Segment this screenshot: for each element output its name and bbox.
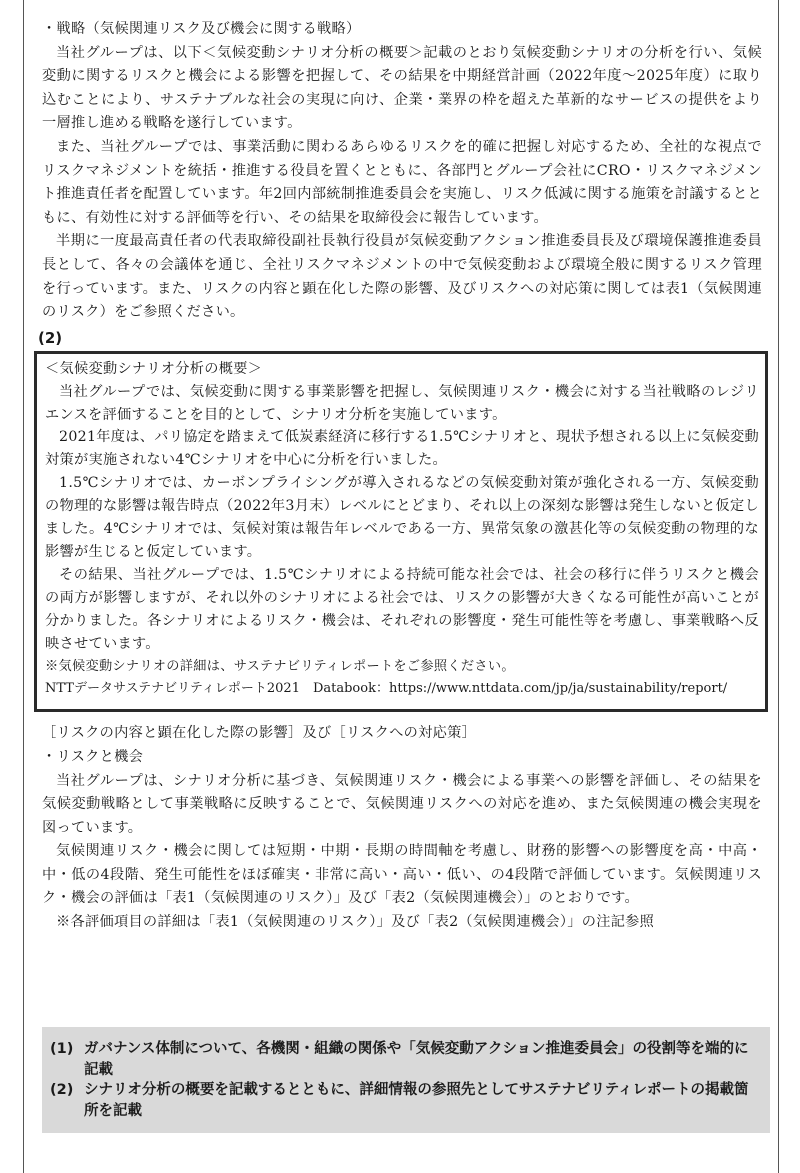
scenario-note: ※気候変動シナリオの詳細は、サステナビリティレポートをご参照ください。 [45,658,515,674]
scenario-paragraph: 2021年度は、パリ協定を踏まえて低炭素経済に移行する1.5℃シナリオと、現状予想される以上に気候変動対策が実施されない4℃シナリオを中心に分析を行いました。 [45,429,759,469]
right-margin-line [778,0,779,1173]
risk-paragraph: 気候関連リスク・機会に関しては短期・中期・長期の時間軸を考慮し、財務的影響への影響度を高・中高・中・低の4段階、発生可能性をほぼ確実・非常に高い・高い・低い、の4段階で評価しています。気候関連リスク・機会の評価は「表1（気候関連のリスク）」及び「表2（気候関連機会）」のとおりです。 [42,843,762,907]
scenario-paragraph: 1.5℃シナリオでは、カーボンプライシングが導入されるなどの気候変動対策が強化される一方、気候変動の物理的な影響は報告時点（2022年3月末）レベルにとどまり、それ以上の深刻な影響は発生しないと仮定しました。4℃シナリオでは、気候対策は報告年レベルである一方、異常気象の激甚化等の気候変動の物理的な影響が生じると仮定しています。 [45,475,759,560]
left-margin-line [23,0,24,1173]
strategy-paragraph: 半期に一度最高責任者の代表取締役副社長執行役員が気候変動アクション推進委員長及び環境保護推進委員長として、各々の会議体を通じ、全社リスクマネジメントの中で気候変動および環境全般に関するリスク管理を行っています。また、リスクの内容と顕在化した際の影響、及びリスクへの対応策に関しては表1（気候関連のリスク）をご参照ください。 [42,233,762,321]
summary-callout [42,1027,770,1133]
risk-subheading: ・リスクと機会 [42,748,144,765]
summary-item-text: ガバナンス体制について、各機関・組織の関係や「気候変動アクション推進委員会」の役割等を端的に記載 [84,1041,749,1078]
summary-item-number: (1) [50,1041,74,1057]
scenario-box-title: ＜気候変動シナリオ分析の概要＞ [45,360,263,377]
summary-item [50,1080,756,1121]
summary-item [50,1039,756,1080]
scenario-paragraph: 当社グループでは、気候変動に関する事業影響を把握し、気候関連リスク・機会に対する当社戦略のレジリエンスを評価することを目的として、シナリオ分析を実施しています。 [45,383,759,423]
summary-item-text: シナリオ分析の概要を記載するとともに、詳細情報の参照先としてサステナビリティレポートの掲載箇所を記載 [84,1082,749,1119]
section-label-2: (2) [38,328,63,347]
risk-section-heading: ［リスクの内容と顕在化した際の影響］及び［リスクへの対応策］ [42,725,477,742]
document-page [38,0,762,935]
summary-item-number: (2) [50,1082,74,1098]
strategy-paragraph: また、当社グループでは、事業活動に関わるあらゆるリスクを的確に把握し対応するため、全社的な視点でリスクマネジメントを統括・推進する役員を置くとともに、各部門とグループ会社にCRO・リスクマネジメント推進責任者を配置しています。年2回内部統制推進委員会を実施し、リスク低減に関する施策を討議するとともに、有効性に対する評価等を行い、その結果を取締役会に報告しています。 [42,138,762,226]
strategy-paragraph: 当社グループは、以下＜気候変動シナリオ分析の概要＞記載のとおり気候変動シナリオの分析を行い、気候変動に関するリスクと機会による影響を把握して、その結果を中期経営計画（2022年度～2025年度）に取り込むことにより、サステナブルな社会の実現に向け、企業・業界の枠を超えた革新的なサービスの提供をより一層推し進める戦略を遂行しています。 [42,44,762,132]
risk-note: ※各評価項目の詳細は「表1（気候関連のリスク）」及び「表2（気候関連機会）」の注記参照 [56,914,655,931]
sustainability-report-reference[interactable]: NTTデータサステナビリティレポート2021 Databook：https://www.nttdata.com/jp/ja/sustainability/report/ [45,681,728,697]
strategy-heading: ・戦略（気候関連リスク及び機会に関する戦略） [42,21,361,37]
scenario-paragraph: その結果、当社グループでは、1.5℃シナリオによる持続可能な社会では、社会の移行に伴うリスクと機会の両方が影響しますが、それ以外のシナリオによる社会では、リスクの影響が大きくなる可能性が高いことが分かりました。各シナリオによるリスク・機会は、それぞれの影響度・発生可能性等を考慮し、事業戦略へ反映させています。 [45,566,759,652]
scenario-analysis-box [34,351,768,713]
risk-paragraph: 当社グループは、シナリオ分析に基づき、気候関連リスク・機会による事業への影響を評価し、その結果を気候変動戦略として事業戦略に反映することで、気候関連リスクへの対応を進め、また気候関連の機会実現を図っています。 [42,772,762,836]
